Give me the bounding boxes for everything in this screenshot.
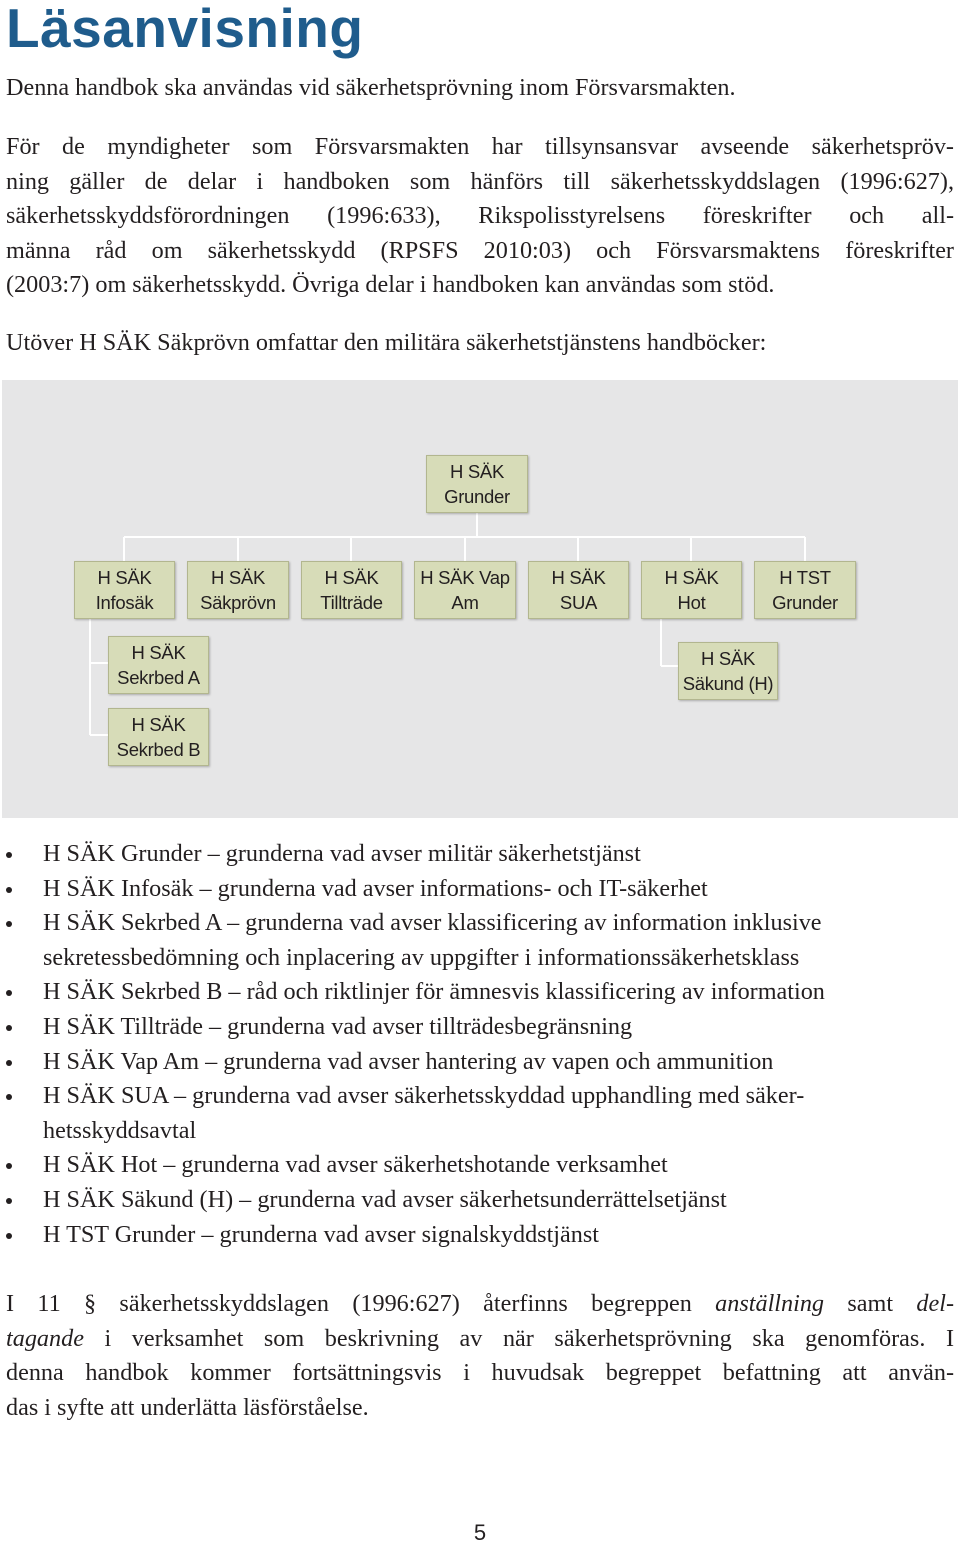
paragraph-line <box>6 1322 954 1357</box>
bullet-icon <box>6 1060 12 1066</box>
node-label: H SÄK <box>449 461 505 482</box>
node-label: Sekrbed B <box>116 739 201 760</box>
list-item-text: H SÄK Grunder – grunderna vad avser militär säkerhetstjänst <box>43 840 641 867</box>
list-item-text: H TST Grunder – grunderna vad avser signalskyddstjänst <box>43 1220 599 1248</box>
bullet-icon <box>6 990 12 996</box>
paragraph-line: ning gäller de delar i handboken som hänförs till säkerhetsskyddslagen (1996:627), <box>6 167 954 195</box>
paragraph-line: säkerhetsskyddsförordningen (1996:633), Rikspolisstyrelsens föreskrifter och all- <box>6 202 954 230</box>
node-label: H SÄK <box>551 567 606 588</box>
list-item <box>6 1045 954 1080</box>
bullet-icon <box>6 1233 12 1239</box>
bullet-icon <box>6 852 12 858</box>
bullet-icon <box>6 1094 12 1100</box>
node-label: Säkprövn <box>200 592 276 613</box>
handbook-hierarchy-diagram <box>2 380 958 818</box>
node-h-sak-grunder <box>426 455 528 513</box>
paragraph-line: denna handbok kommer fortsättningsvis i huvudsak begreppet befattning att använ- <box>6 1359 954 1387</box>
page-title: Läsanvisning <box>6 0 364 59</box>
terminology-paragraph <box>6 1287 954 1425</box>
node-h-sak-tilltrade <box>301 561 402 619</box>
node-label: H SÄK <box>131 714 186 735</box>
list-item-text: H SÄK Sekrbed A – grunderna vad avser klassificering av information inklusive <box>43 909 822 937</box>
node-h-sak-sakund-h <box>678 642 778 700</box>
list-item <box>6 975 954 1010</box>
node-label: Sekrbed A <box>117 667 200 688</box>
bullet-icon <box>6 921 12 927</box>
list-item-text: H SÄK Infosäk – grunderna vad avser informations- och IT-säkerhet <box>43 874 708 902</box>
list-item-text: H SÄK SUA – grunderna vad avser säkerhetsskyddad upphandling med säker- <box>43 1082 805 1110</box>
paragraph-line: (2003:7) om säkerhetsskydd. Övriga delar i handboken kan användas som stöd. <box>6 271 775 299</box>
paragraph-line: das i syfte att underlätta läsförståelse. <box>6 1393 369 1421</box>
list-item <box>6 1010 954 1045</box>
node-h-sak-hot <box>641 561 742 619</box>
node-label: Hot <box>677 592 706 613</box>
node-label: H SÄK <box>664 567 719 588</box>
node-label: SUA <box>559 592 598 613</box>
list-item <box>6 1079 954 1148</box>
list-item <box>6 1218 954 1253</box>
text-run: I 11 § säkerhetsskyddslagen (1996:627) återfinns begreppen <box>6 1290 716 1317</box>
node-h-sak-sekrbed-b <box>108 708 209 766</box>
list-item <box>6 906 954 975</box>
node-label: Am <box>451 592 479 613</box>
handbooks-lead-paragraph: Utöver H SÄK Säkprövn omfattar den militära säkerhetstjänstens handböcker: <box>6 329 767 356</box>
list-item-text: H SÄK Vap Am – grunderna vad avser hantering av vapen och ammunition <box>43 1047 774 1075</box>
list-item-text: H SÄK Säkund (H) – grunderna vad avser säkerhetsunderrättelsetjänst <box>43 1185 727 1213</box>
node-h-sak-sakprovn <box>187 561 289 619</box>
node-label: H TST <box>779 567 831 588</box>
paragraph-line: männa råd om säkerhetsskydd (RPSFS 2010:03) och Försvarsmaktens föreskrifter <box>6 236 954 264</box>
node-h-sak-sua <box>528 561 629 619</box>
list-item <box>6 1183 954 1218</box>
node-label: Grunder <box>444 486 510 507</box>
node-label: H SÄK <box>97 567 152 588</box>
bullet-icon <box>6 1163 12 1169</box>
text-run: samt <box>824 1290 917 1317</box>
paragraph-line: För de myndigheter som Försvarsmakten har tillsynsansvar avseende säkerhetspröv- <box>6 133 954 160</box>
node-label: H SÄK <box>324 567 379 588</box>
node-h-tst-grunder <box>754 561 856 619</box>
jurisdiction-paragraph <box>6 130 954 303</box>
list-item-text: H SÄK Hot – grunderna vad avser säkerhetshotande verksamhet <box>43 1151 668 1179</box>
list-item-text: sekretessbedömning och inplacering av uppgifter i informationssäkerhetsklass <box>43 943 800 971</box>
node-h-sak-vap-am <box>414 561 516 619</box>
node-label: H SÄK <box>700 648 756 669</box>
node-h-sak-sekrbed-a <box>108 636 209 694</box>
bullet-icon <box>6 887 12 893</box>
emphasis-term: del- <box>916 1290 954 1317</box>
intro-paragraph: Denna handbok ska användas vid säkerhetsprövning inom Försvarsmakten. <box>6 74 736 101</box>
node-label: Säkund (H) <box>682 673 774 694</box>
list-item <box>6 837 954 872</box>
page-number: 5 <box>473 1520 487 1545</box>
emphasis-term: anställning <box>715 1290 825 1317</box>
paragraph-line <box>6 1287 954 1322</box>
node-label: H SÄK <box>131 642 186 663</box>
text-run: i verksamhet som beskrivning av när säkerhetsprövning ska genomföras. I <box>83 1324 954 1352</box>
node-label: Grunder <box>772 592 838 613</box>
list-item <box>6 872 954 907</box>
list-item <box>6 1148 954 1183</box>
node-h-sak-infosak <box>74 561 175 619</box>
node-label: Infosäk <box>95 592 154 613</box>
bullet-icon <box>6 1198 12 1204</box>
node-label: H SÄK <box>210 567 266 588</box>
list-item-text: hetsskyddsavtal <box>43 1116 197 1144</box>
node-label: H SÄK Vap <box>420 567 510 588</box>
list-item-text: H SÄK Sekrbed B – råd och riktlinjer för ämnesvis klassificering av information <box>43 978 825 1006</box>
bullet-icon <box>6 1025 12 1031</box>
emphasis-term: tagande <box>6 1324 84 1352</box>
handbook-list <box>6 837 954 1252</box>
list-item-text: H SÄK Tillträde – grunderna vad avser tillträdesbegränsning <box>43 1012 633 1040</box>
node-label: Tillträde <box>320 592 383 613</box>
